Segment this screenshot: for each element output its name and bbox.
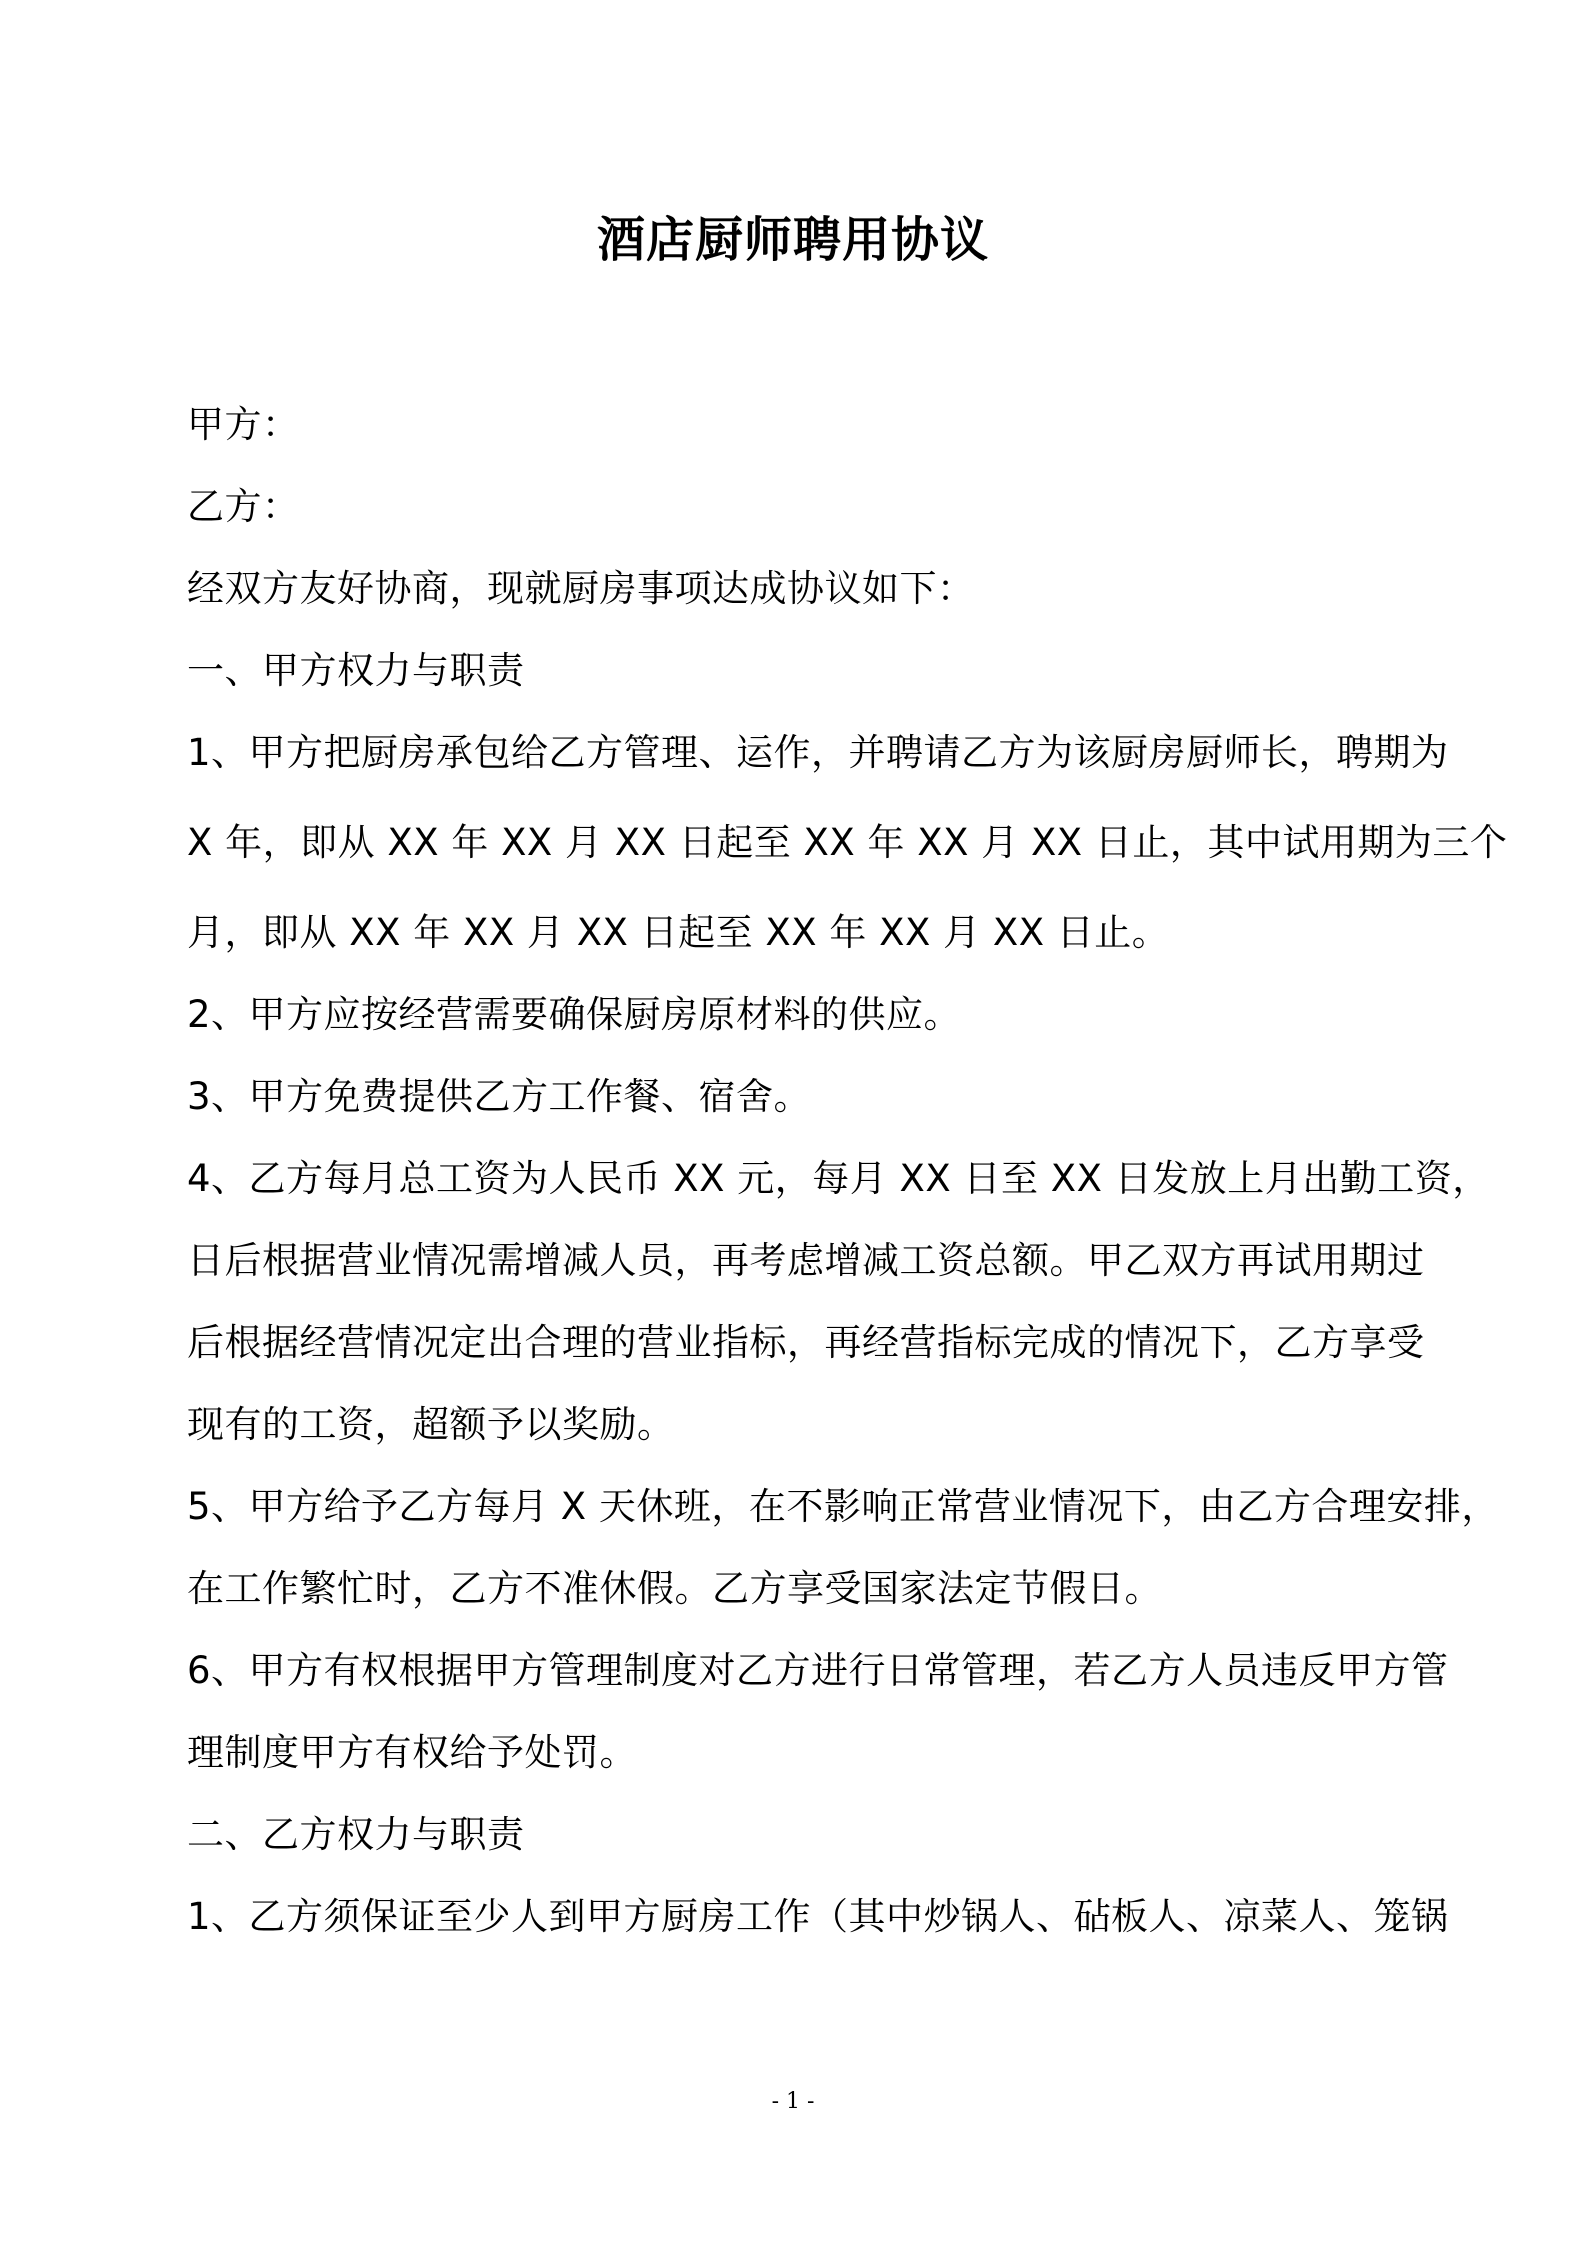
clause-1-line-2: X 年，即从 XX 年 XX 月 XX 日起至 XX 年 XX 月 XX 日止，其中试用期为三个: [187, 821, 1508, 864]
party-b-line: 乙方：: [187, 485, 300, 528]
clause-3-line: 3、甲方免费提供乙方工作餐、宿舍。: [187, 1075, 812, 1118]
clause-4-line-4: 现有的工资，超额予以奖励。: [187, 1403, 675, 1446]
clause-4-line-3: 后根据经营情况定出合理的营业指标，再经营指标完成的情况下，乙方享受: [187, 1321, 1425, 1364]
document-body: [187, 400, 1508, 1942]
section-heading-2: 二、乙方权力与职责: [187, 1813, 525, 1856]
clause-4-line-1: 4、乙方每月总工资为人民币 XX 元，每月 XX 日至 XX 日发放上月出勤工资，: [187, 1157, 1490, 1200]
clause-5-line-1: 5、甲方给予乙方每月 X 天休班，在不影响正常营业情况下，由乙方合理安排，: [187, 1485, 1499, 1528]
party-a-line: 甲方：: [187, 403, 300, 446]
clause-4-line-2: 日后根据营业情况需增减人员，再考虑增减工资总额。甲乙双方再试用期过: [187, 1239, 1425, 1282]
clause-1-line-3: 月，即从 XX 年 XX 月 XX 日起至 XX 年 XX 月 XX 日止。: [187, 911, 1170, 954]
document-title: 酒店厨师聘用协议: [596, 212, 989, 268]
section-heading-1: 一、甲方权力与职责: [187, 649, 525, 692]
section-2-clause-1-line-1: 1、乙方须保证至少人到甲方厨房工作（其中炒锅人、砧板人、凉菜人、笼锅: [187, 1895, 1449, 1938]
intro-line: 经双方友好协商，现就厨房事项达成协议如下：: [187, 567, 975, 610]
page-number: - 1 -: [771, 2089, 815, 2114]
clause-6-line-1: 6、甲方有权根据甲方管理制度对乙方进行日常管理，若乙方人员违反甲方管: [187, 1649, 1449, 1692]
clause-1-line-1: 1、甲方把厨房承包给乙方管理、运作，并聘请乙方为该厨房厨师长，聘期为: [187, 731, 1449, 774]
clause-2-line: 2、甲方应按经营需要确保厨房原材料的供应。: [187, 993, 962, 1036]
clause-6-line-2: 理制度甲方有权给予处罚。: [187, 1731, 637, 1774]
clause-5-line-2: 在工作繁忙时，乙方不准休假。乙方享受国家法定节假日。: [187, 1567, 1162, 1610]
